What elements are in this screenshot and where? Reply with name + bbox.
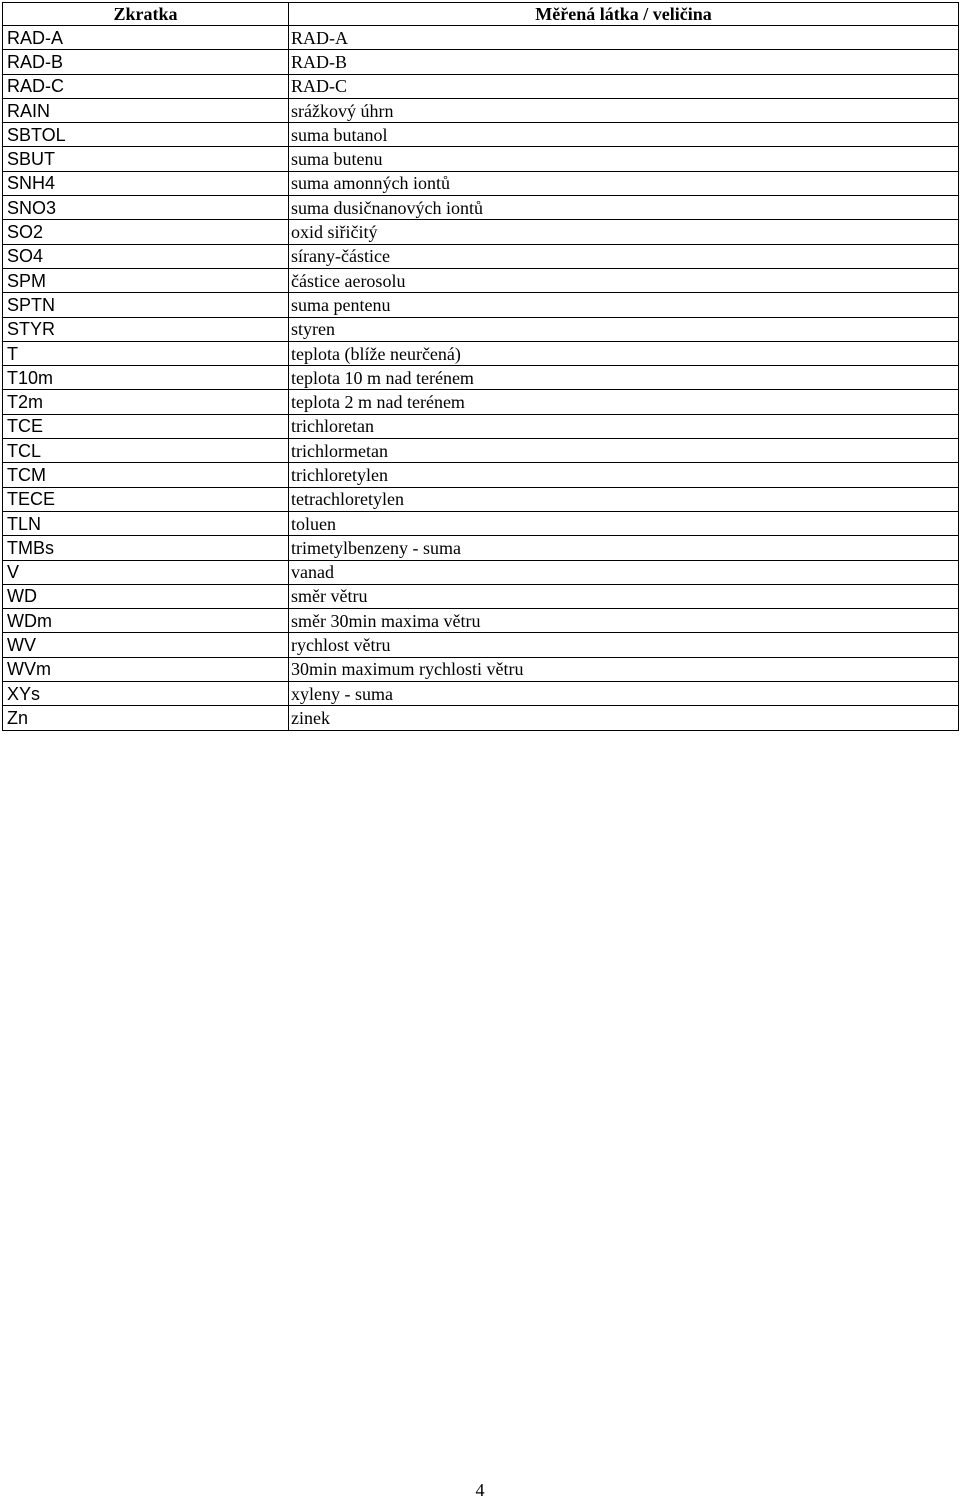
- table-row: [3, 196, 959, 220]
- abbreviation-cell: TECE: [3, 487, 289, 511]
- description-cell: srážkový úhrn: [289, 98, 959, 122]
- description-cell: směr 30min maxima větru: [289, 609, 959, 633]
- abbreviation-cell: RAD-A: [3, 26, 289, 50]
- description-cell: suma amonných iontů: [289, 171, 959, 195]
- abbreviation-cell: RAD-C: [3, 74, 289, 98]
- abbreviation-cell: WV: [3, 633, 289, 657]
- abbreviation-cell: XYs: [3, 682, 289, 706]
- description-cell: sírany-částice: [289, 244, 959, 268]
- table-row: [3, 293, 959, 317]
- abbreviation-cell: WVm: [3, 657, 289, 681]
- table-body: [3, 26, 959, 731]
- header-description: Měřená látka / veličina: [289, 3, 959, 26]
- table-row: [3, 390, 959, 414]
- table-row: [3, 511, 959, 535]
- abbreviation-cell: SPM: [3, 268, 289, 292]
- table-row: [3, 244, 959, 268]
- description-cell: suma butanol: [289, 123, 959, 147]
- abbreviation-cell: RAD-B: [3, 50, 289, 74]
- description-cell: teplota 10 m nad terénem: [289, 366, 959, 390]
- table-row: [3, 439, 959, 463]
- table-row: [3, 171, 959, 195]
- description-cell: RAD-C: [289, 74, 959, 98]
- table-row: [3, 147, 959, 171]
- description-cell: rychlost větru: [289, 633, 959, 657]
- table-row: [3, 74, 959, 98]
- abbreviation-table: [2, 2, 959, 731]
- description-cell: částice aerosolu: [289, 268, 959, 292]
- abbreviation-cell: SNO3: [3, 196, 289, 220]
- abbreviation-cell: SO2: [3, 220, 289, 244]
- abbreviation-cell: SBTOL: [3, 123, 289, 147]
- table-row: [3, 682, 959, 706]
- abbreviation-cell: TMBs: [3, 536, 289, 560]
- abbreviation-cell: WDm: [3, 609, 289, 633]
- description-cell: toluen: [289, 511, 959, 535]
- table-row: [3, 26, 959, 50]
- abbreviation-cell: SBUT: [3, 147, 289, 171]
- description-cell: zinek: [289, 706, 959, 730]
- description-cell: suma pentenu: [289, 293, 959, 317]
- abbreviation-cell: TCE: [3, 414, 289, 438]
- abbreviation-cell: TCL: [3, 439, 289, 463]
- abbreviation-cell: STYR: [3, 317, 289, 341]
- abbreviation-cell: T: [3, 341, 289, 365]
- table-row: [3, 584, 959, 608]
- table-row: [3, 414, 959, 438]
- description-cell: oxid siřičitý: [289, 220, 959, 244]
- description-cell: 30min maximum rychlosti větru: [289, 657, 959, 681]
- table-row: [3, 706, 959, 730]
- description-cell: RAD-B: [289, 50, 959, 74]
- table-header-row: [3, 3, 959, 26]
- abbreviation-cell: V: [3, 560, 289, 584]
- table-row: [3, 560, 959, 584]
- table-row: [3, 536, 959, 560]
- table-row: [3, 366, 959, 390]
- table-row: [3, 341, 959, 365]
- abbreviation-cell: TCM: [3, 463, 289, 487]
- description-cell: suma dusičnanových iontů: [289, 196, 959, 220]
- header-abbreviation: Zkratka: [3, 3, 289, 26]
- abbreviation-cell: RAIN: [3, 98, 289, 122]
- table-row: [3, 123, 959, 147]
- abbreviation-cell: Zn: [3, 706, 289, 730]
- page-number: 4: [475, 1480, 485, 1500]
- table-row: [3, 50, 959, 74]
- table-row: [3, 487, 959, 511]
- description-cell: teplota 2 m nad terénem: [289, 390, 959, 414]
- description-cell: trichlormetan: [289, 439, 959, 463]
- table-row: [3, 609, 959, 633]
- description-cell: vanad: [289, 560, 959, 584]
- description-cell: RAD-A: [289, 26, 959, 50]
- description-cell: styren: [289, 317, 959, 341]
- abbreviation-cell: WD: [3, 584, 289, 608]
- description-cell: teplota (blíže neurčená): [289, 341, 959, 365]
- abbreviation-cell: SNH4: [3, 171, 289, 195]
- table-row: [3, 98, 959, 122]
- description-cell: xyleny - suma: [289, 682, 959, 706]
- description-cell: trichloretan: [289, 414, 959, 438]
- description-cell: tetrachloretylen: [289, 487, 959, 511]
- abbreviation-cell: T2m: [3, 390, 289, 414]
- description-cell: suma butenu: [289, 147, 959, 171]
- table-row: [3, 633, 959, 657]
- table-row: [3, 463, 959, 487]
- abbreviation-cell: SO4: [3, 244, 289, 268]
- abbreviation-cell: SPTN: [3, 293, 289, 317]
- table-row: [3, 268, 959, 292]
- description-cell: trimetylbenzeny - suma: [289, 536, 959, 560]
- table-row: [3, 317, 959, 341]
- abbreviation-cell: TLN: [3, 511, 289, 535]
- table-row: [3, 220, 959, 244]
- abbreviation-cell: T10m: [3, 366, 289, 390]
- table-row: [3, 657, 959, 681]
- description-cell: trichloretylen: [289, 463, 959, 487]
- description-cell: směr větru: [289, 584, 959, 608]
